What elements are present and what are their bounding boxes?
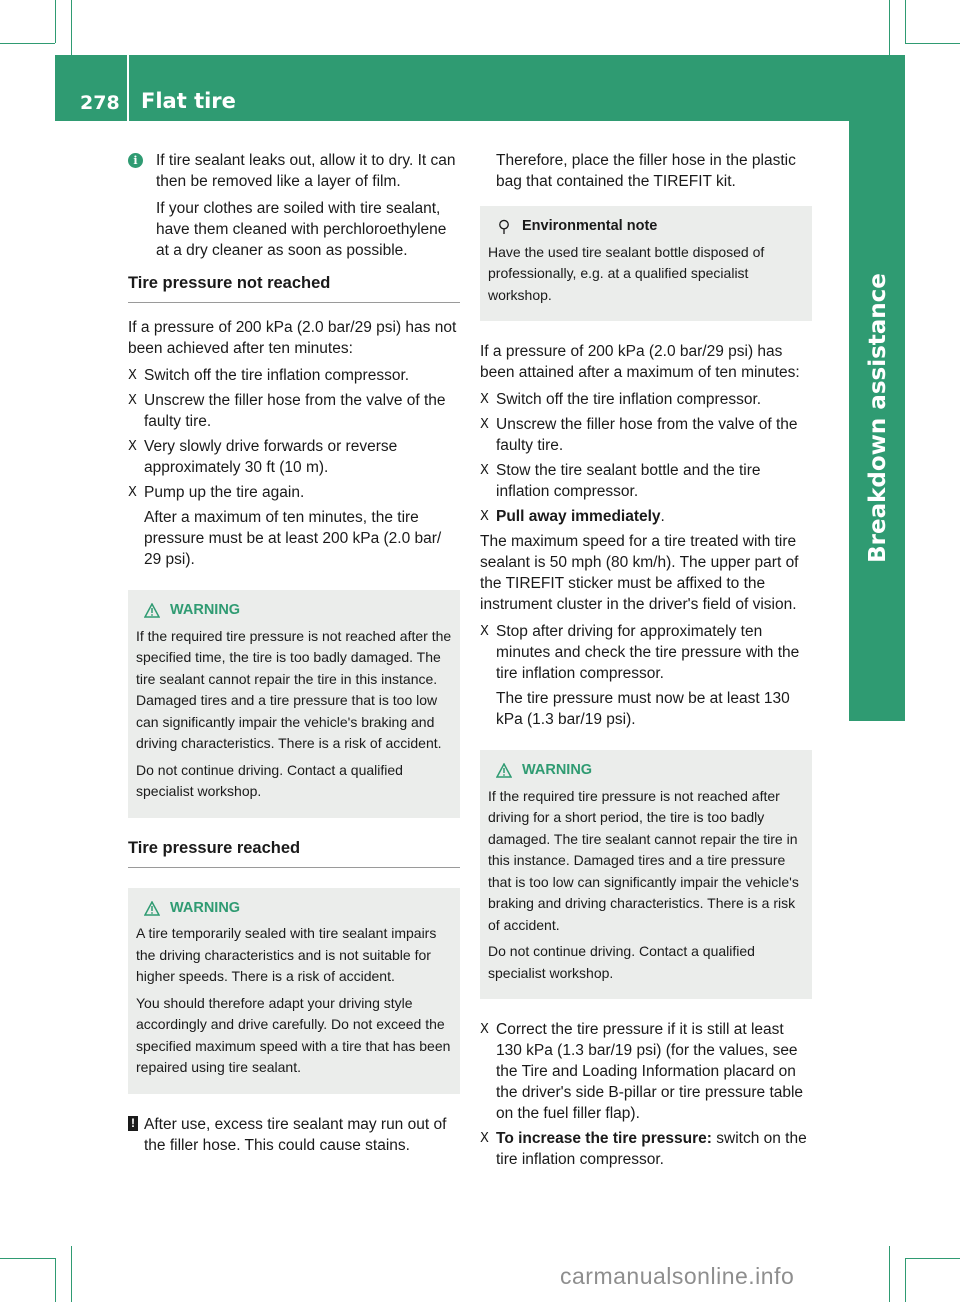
warning-title bbox=[136, 600, 452, 622]
paragraph: If a pressure of 200 kPa (2.0 bar/29 psi) has been attained after a maximum of ten minutes: bbox=[480, 343, 800, 381]
step-text: Switch off the tire inflation compressor. bbox=[144, 367, 410, 384]
crop-mark bbox=[0, 43, 55, 44]
step-text: Unscrew the filler hose from the valve of the faulty tire. bbox=[144, 392, 446, 430]
page-title: Flat tire bbox=[141, 89, 236, 113]
crop-mark bbox=[889, 0, 890, 55]
warning-icon bbox=[144, 603, 160, 618]
step-arrow-icon: X bbox=[480, 463, 489, 478]
section-heading: Tire pressure reached bbox=[128, 838, 460, 868]
step-text-bold: Pull away immediately bbox=[496, 508, 661, 525]
crop-mark bbox=[71, 1246, 72, 1302]
attention-text: After use, excess tire sealant may run out of the filler hose. This could cause stains. bbox=[144, 1115, 447, 1154]
environmental-note-title bbox=[488, 216, 804, 238]
instruction-step bbox=[128, 365, 460, 386]
warning-text: Do not continue driving. Contact a qualified specialist workshop. bbox=[136, 761, 403, 799]
step-text: Stow the tire sealant bottle and the tire inflation compressor. bbox=[496, 462, 761, 500]
crop-mark bbox=[905, 0, 906, 43]
warning-text: If the required tire pressure is not reached after the specified time, the tire is too badly damaged. The tire sealant cannot repair the tire in this instance. Damaged tires and a tire pressure that is too low can significantly impair the vehicle's braking and driving characteristics. There is a risk of accident. bbox=[136, 627, 452, 751]
environmental-note-title-text: Environmental note bbox=[522, 218, 658, 234]
instruction-step bbox=[128, 436, 460, 478]
warning-text: If the required tire pressure is not reached after driving for a short period, the tire is too badly damaged. The tire sealant cannot repair the tire in this instance. Damaged tires and a tire pressure that is too low can significantly impair the vehicle's braking and driving characteristics. There is a risk of accident. bbox=[488, 787, 799, 933]
step-arrow-icon: X bbox=[480, 624, 489, 639]
crop-mark bbox=[55, 0, 56, 43]
environmental-note-text: Have the used tire sealant bottle disposed of professionally, e.g. at a qualified specialist workshop. bbox=[488, 243, 765, 303]
info-note bbox=[128, 150, 460, 192]
step-text: switch on the tire inflation compressor. bbox=[496, 1130, 807, 1168]
step-text-suffix: . bbox=[660, 508, 665, 525]
warning-icon bbox=[496, 763, 512, 778]
instruction-step bbox=[128, 482, 460, 503]
instruction-step bbox=[480, 621, 812, 684]
step-arrow-icon: X bbox=[480, 1131, 489, 1146]
crop-mark bbox=[905, 43, 960, 44]
crop-mark bbox=[889, 1246, 890, 1302]
step-text-bold: To increase the tire pressure: bbox=[496, 1130, 712, 1147]
step-text: Very slowly drive forwards or reverse approximately 30 ft (10 m). bbox=[144, 438, 398, 476]
step-text: Pump up the tire again. bbox=[144, 484, 305, 501]
warning-title-text: WARNING bbox=[170, 602, 241, 618]
instruction-step bbox=[480, 506, 812, 527]
crop-mark bbox=[71, 0, 72, 55]
warning-text: You should therefore adapt your driving style accordingly and drive carefully. Do not exceed the specified maximum speed with a tire that has been repaired using tire sealant. bbox=[136, 994, 451, 1075]
instruction-step bbox=[480, 460, 812, 502]
attention-icon: ! bbox=[128, 1116, 138, 1131]
watermark: carmanualsonline.info bbox=[560, 1263, 795, 1289]
step-text: Stop after driving for approximately ten minutes and check the tire pressure with the tire inflation compressor. bbox=[496, 623, 800, 682]
left-column bbox=[128, 150, 460, 1162]
step-arrow-icon: X bbox=[480, 1022, 489, 1037]
instruction-step bbox=[480, 414, 812, 456]
header-separator bbox=[127, 55, 129, 121]
step-note: The tire pressure must now be at least 130 kPa (1.3 bar/19 psi). bbox=[496, 690, 790, 728]
continued-text: Therefore, place the filler hose in the plastic bag that contained the TIREFIT kit. bbox=[496, 152, 796, 190]
info-text: If tire sealant leaks out, allow it to dry. It can then be removed like a layer of film. bbox=[156, 152, 456, 190]
instruction-step bbox=[480, 1019, 812, 1124]
step-arrow-icon: X bbox=[128, 368, 137, 383]
warning-title bbox=[488, 760, 804, 782]
page-number: 278 bbox=[80, 92, 120, 114]
crop-mark bbox=[905, 1258, 906, 1302]
step-text: Switch off the tire inflation compressor. bbox=[496, 391, 762, 408]
step-text: Unscrew the filler hose from the valve of the faulty tire. bbox=[496, 416, 798, 454]
step-note: After a maximum of ten minutes, the tire pressure must be at least 200 kPa (2.0 bar/ 29 psi). bbox=[144, 509, 442, 568]
environmental-note-box bbox=[480, 206, 812, 321]
instruction-step bbox=[480, 1128, 812, 1170]
instruction-step bbox=[480, 389, 812, 410]
section-heading: Tire pressure not reached bbox=[128, 273, 460, 303]
warning-title bbox=[136, 898, 452, 920]
warning-box bbox=[128, 590, 460, 818]
step-arrow-icon: X bbox=[128, 485, 137, 500]
step-arrow-icon: X bbox=[128, 439, 137, 454]
crop-mark bbox=[55, 1258, 56, 1302]
info-icon: i bbox=[128, 153, 143, 168]
crop-mark bbox=[905, 1258, 960, 1259]
warning-box bbox=[480, 750, 812, 999]
step-arrow-icon: X bbox=[480, 509, 489, 524]
warning-box bbox=[128, 888, 460, 1094]
right-column bbox=[480, 150, 812, 1174]
info-text-2: If your clothes are soiled with tire sealant, have them cleaned with perchloroethylene at a dry cleaner as soon as possible. bbox=[156, 200, 447, 259]
warning-text: Do not continue driving. Contact a qualified specialist workshop. bbox=[488, 943, 755, 981]
side-tab-label: Breakdown assistance bbox=[865, 273, 891, 563]
step-text: Correct the tire pressure if it is still at least 130 kPa (1.3 bar/19 psi) (for the values, see the Tire and Loading Information placard on the driver's side B-pillar or tire pressure table on the fuel filler flap). bbox=[496, 1021, 804, 1122]
warning-title-text: WARNING bbox=[170, 899, 241, 916]
crop-mark bbox=[0, 1258, 55, 1259]
step-arrow-icon: X bbox=[480, 417, 489, 432]
paragraph: The maximum speed for a tire treated with tire sealant is 50 mph (80 km/h). The upper part of the TIREFIT sticker must be affixed to the instrument cluster in the driver's field of vision. bbox=[480, 533, 799, 613]
warning-text: A tire temporarily sealed with tire sealant impairs the driving characteristics and is not suitable for higher speeds. There is a risk of accident. bbox=[136, 925, 437, 984]
environment-icon bbox=[496, 219, 512, 234]
step-arrow-icon: X bbox=[480, 392, 489, 407]
instruction-step bbox=[128, 390, 460, 432]
paragraph: If a pressure of 200 kPa (2.0 bar/29 psi) has not been achieved after ten minutes: bbox=[128, 319, 457, 357]
attention-note bbox=[128, 1114, 460, 1156]
warning-icon bbox=[144, 901, 160, 916]
step-arrow-icon: X bbox=[128, 393, 137, 408]
warning-title-text: WARNING bbox=[522, 762, 593, 778]
